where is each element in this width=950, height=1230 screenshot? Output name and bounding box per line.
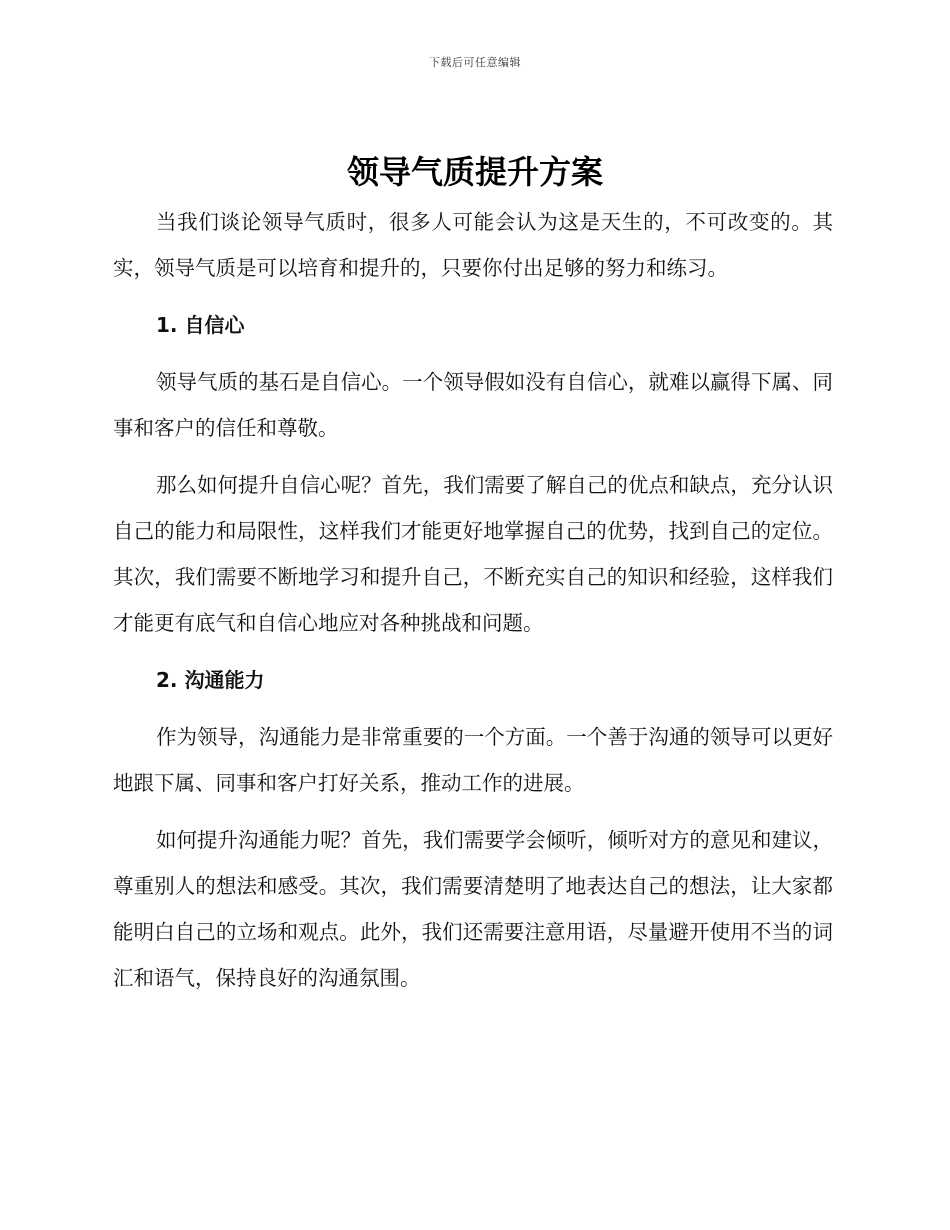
document-title: 领导气质提升方案 [346,153,603,191]
intro-paragraph: 当我们谈论领导气质时，很多人可能会认为这是天生的，不可改变的。其实，领导气质是可以培育和提升的，只要你付出足够的努力和练习。 [113,210,833,280]
section-paragraph: 作为领导，沟通能力是非常重要的一个方面。一个善于沟通的领导可以更好地跟下属、同事和客户打好关系，推动工作的进展。 [113,725,833,795]
header-note: 下载后可任意编辑 [429,56,521,69]
section-paragraph: 如何提升沟通能力呢？首先，我们需要学会倾听，倾听对方的意见和建议，尊重别人的想法和感受。其次，我们需要清楚明了地表达自己的想法，让大家都能明白自己的立场和观点。此外，我们还需要注意用语，尽量避开使用不当的词汇和语气，保持良好的沟通氛围。 [113,828,833,990]
section-paragraph: 那么如何提升自信心呢？首先，我们需要了解自己的优点和缺点，充分认识自己的能力和局限性，这样我们才能更好地掌握自己的优势，找到自己的定位。其次，我们需要不断地学习和提升自己，不断充实自己的知识和经验，这样我们才能更有底气和自信心地应对各种挑战和问题。 [113,473,833,635]
section-heading-confidence: 1. 自信心 [156,313,245,337]
document-body [113,199,833,1001]
section-paragraph: 领导气质的基石是自信心。一个领导假如没有自信心，就难以赢得下属、同事和客户的信任和尊敬。 [113,370,833,440]
section-heading-communication: 2. 沟通能力 [156,668,265,692]
